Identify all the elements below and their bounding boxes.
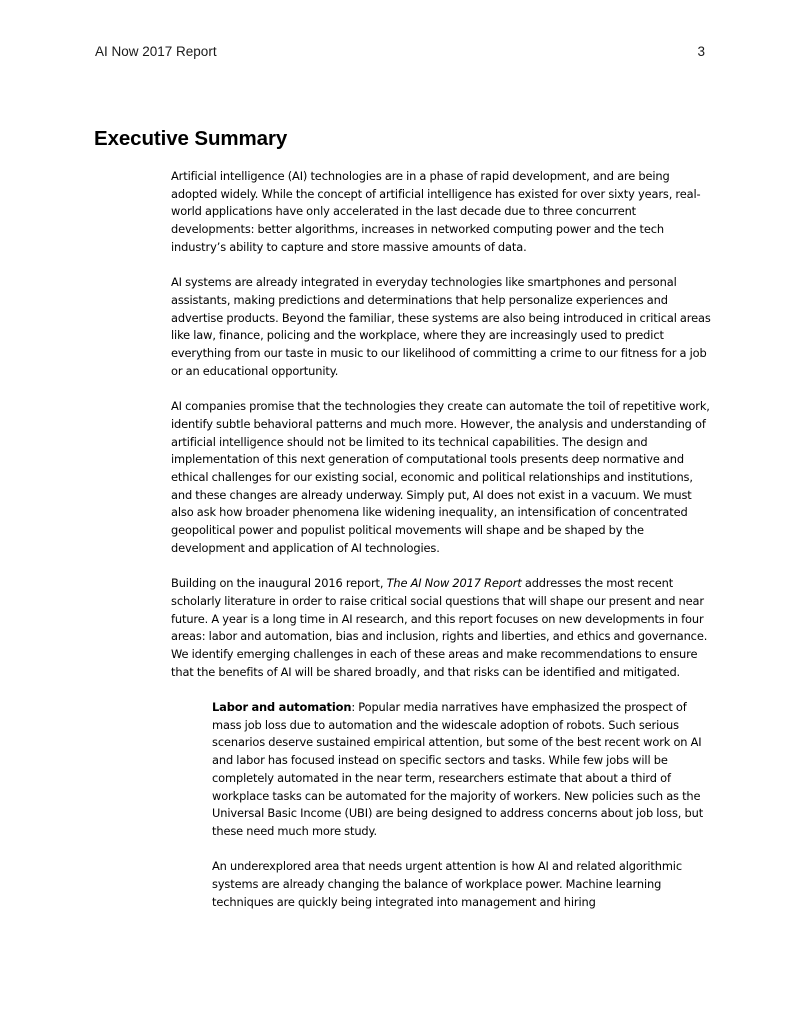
paragraph-ai-companies: AI companies promise that the technologies they create can automate the toil of repetitive work, identify subtle behavioral patterns and much more. However, the analysis and understanding of artificial intelligence should not be limited to its technical capabilities. The design and implementation of this next generation of computational tools presents deep normative and ethical challenges for our existing social, economic and political relationships and institutions, and these changes are already underway. Simply put, AI does not exist in a vacuum. We must also ask how broader phenomena like widening inequality, an intensification of concentrated geopolitical power and populist political movements will shape and be shaped by the development and application of AI technologies.: [171, 399, 710, 555]
section-heading: Executive Summary: [94, 127, 288, 150]
report-title-italic: The AI Now 2017 Report: [386, 576, 522, 591]
paragraph-report-overview: [171, 575, 711, 681]
paragraph-report-overview-rest: addresses the most recent scholarly literature in order to raise critical social questions that will shape our present and near future. A year is a long time in AI research, and this report focuses on new developments in four areas: labor and automation, bias and inclusion, rights and liberties, and ethics and governance. We identify emerging challenges in each of these areas and make recommendations to ensure that the benefits of AI will be shared broadly, and that risks can be identified and mitigated.: [171, 576, 708, 679]
report-title: AI Now 2017 Report: [95, 44, 217, 59]
body-text: [171, 168, 711, 929]
running-header: [95, 44, 705, 62]
paragraph-intro: Artificial intelligence (AI) technologies are in a phase of rapid development, and are being adopted widely. While the concept of artificial intelligence has existed for over sixty years, real-world applications have only accelerated in the last decade due to three concurrent developments: better algorithms, increases in networked computing power and the tech industry’s ability to capture and store massive amounts of data.: [171, 169, 701, 254]
paragraph-ai-systems: AI systems are already integrated in everyday technologies like smartphones and personal assistants, making predictions and determinations that help personalize experiences and advertise products. Beyond the familiar, these systems are also being introduced in critical areas like law, finance, policing and the workplace, where they are increasingly used to predict everything from our taste in music to our likelihood of committing a crime to our fitness for a job or an educational opportunity.: [171, 275, 711, 378]
paragraph-workplace-power: An underexplored area that needs urgent attention is how AI and related algorithmic systems are already changing the balance of workplace power. Machine learning techniques are quickly being integrated into management and hiring: [212, 859, 682, 909]
paragraph-labor-automation: [212, 699, 711, 841]
labor-automation-heading: Labor and automation: [212, 700, 352, 715]
labor-automation-text: : Popular media narratives have emphasized the prospect of mass job loss due to automation and the widescale adoption of robots. Such serious scenarios deserve sustained empirical attention, but some of the best recent work on AI and labor has focused instead on specific sectors and tasks. While few jobs will be completely automated in the near term, researchers estimate that about a third of workplace tasks can be automated for the majority of workers. New policies such as the Universal Basic Income (UBI) are being designed to address concerns about job loss, but these need much more study.: [212, 700, 704, 838]
paragraph-report-overview-lead: Building on the inaugural 2016 report,: [171, 576, 387, 591]
page-number: 3: [697, 44, 705, 59]
